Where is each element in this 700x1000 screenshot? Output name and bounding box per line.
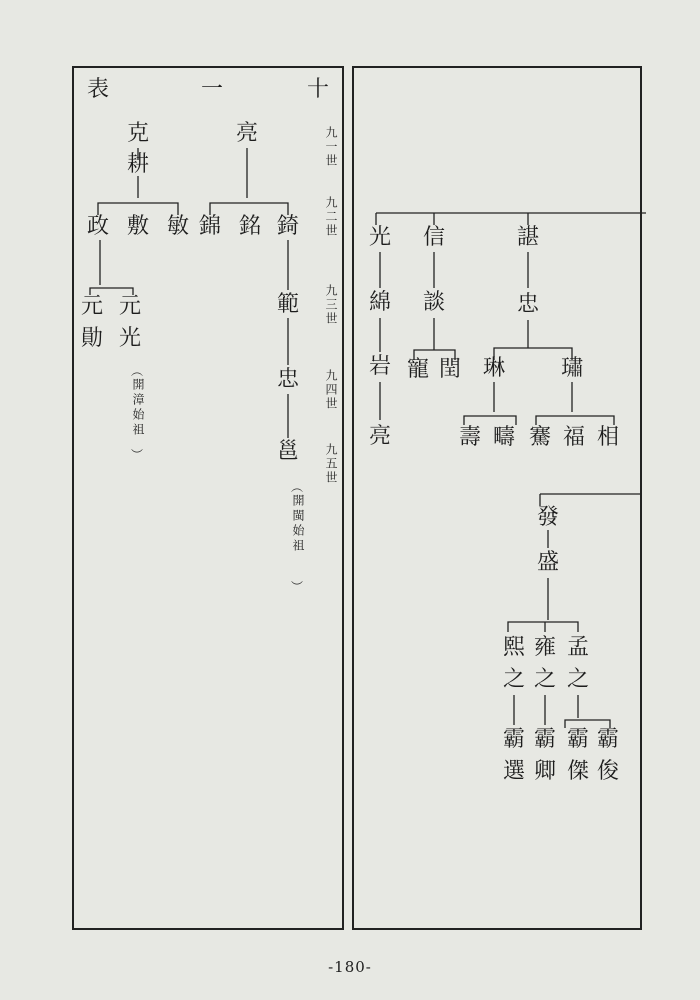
table-number-char: 一	[200, 77, 223, 102]
person-name: 霸	[533, 727, 556, 752]
generation-label: 九一世	[324, 126, 338, 168]
person-name: 亮	[368, 424, 391, 449]
person-name: 盛	[536, 550, 559, 575]
founder-note: 開閩始祖	[291, 494, 305, 554]
person-name: 之	[533, 667, 556, 692]
founder-note: 開漳始祖	[131, 378, 145, 438]
person-name: 忠	[276, 367, 299, 392]
note-open-paren: ︵	[130, 364, 143, 378]
person-name: 政	[86, 214, 109, 239]
person-name: 傑	[566, 759, 589, 784]
person-name: 霸	[502, 727, 525, 752]
person-name: 忠	[516, 292, 539, 317]
person-name: 琳	[482, 356, 505, 381]
note-close-paren: ︶	[290, 580, 303, 594]
person-name: 閏	[438, 357, 461, 382]
person-name: 敷	[126, 214, 149, 239]
person-name: 元	[80, 294, 103, 319]
person-name: 敏	[166, 214, 189, 239]
person-name: 錦	[198, 214, 221, 239]
person-name: 克	[126, 121, 149, 146]
person-name: 信	[422, 225, 445, 250]
person-name: 錡	[276, 214, 299, 239]
person-name: 邕	[276, 439, 299, 464]
person-name: 璛	[560, 356, 583, 381]
person-name: 諶	[516, 225, 539, 250]
person-name: 選	[502, 759, 525, 784]
person-name: 相	[596, 425, 619, 450]
person-name: 銘	[238, 214, 261, 239]
note-open-paren: ︵	[290, 480, 303, 494]
person-name: 光	[368, 225, 391, 250]
person-name: 元	[118, 294, 141, 319]
person-name: 綿	[368, 290, 391, 315]
person-name: 寵	[406, 357, 429, 382]
person-name: 霸	[566, 727, 589, 752]
person-name: 壽	[458, 425, 481, 450]
person-name: 之	[502, 667, 525, 692]
person-name: 孟	[566, 635, 589, 660]
person-name: 耕	[126, 152, 149, 177]
person-name: 熙	[502, 635, 525, 660]
generation-label: 九五世	[324, 443, 338, 485]
person-name: 疇	[492, 425, 515, 450]
person-name: 岩	[368, 354, 391, 379]
table-number-char: 十	[306, 77, 329, 102]
note-close-paren: ︶	[130, 448, 143, 462]
person-name: 騫	[528, 425, 551, 450]
page-number: -180-	[328, 958, 372, 976]
person-name: 雍	[533, 635, 556, 660]
person-name: 霸	[596, 727, 619, 752]
person-name: 光	[118, 326, 141, 351]
generation-label: 九四世	[324, 369, 338, 411]
person-name: 俊	[596, 759, 619, 784]
person-name: 範	[276, 292, 299, 317]
person-name: 卿	[533, 759, 556, 784]
table-label-char: 表	[86, 77, 109, 102]
person-name: 勛	[80, 326, 103, 351]
generation-label: 九三世	[324, 284, 338, 326]
person-name: 福	[562, 425, 585, 450]
person-name: 談	[422, 290, 445, 315]
person-name: 之	[566, 667, 589, 692]
generation-label: 九二世	[324, 196, 338, 238]
person-name: 發	[536, 505, 559, 530]
person-name: 亮	[235, 121, 258, 146]
